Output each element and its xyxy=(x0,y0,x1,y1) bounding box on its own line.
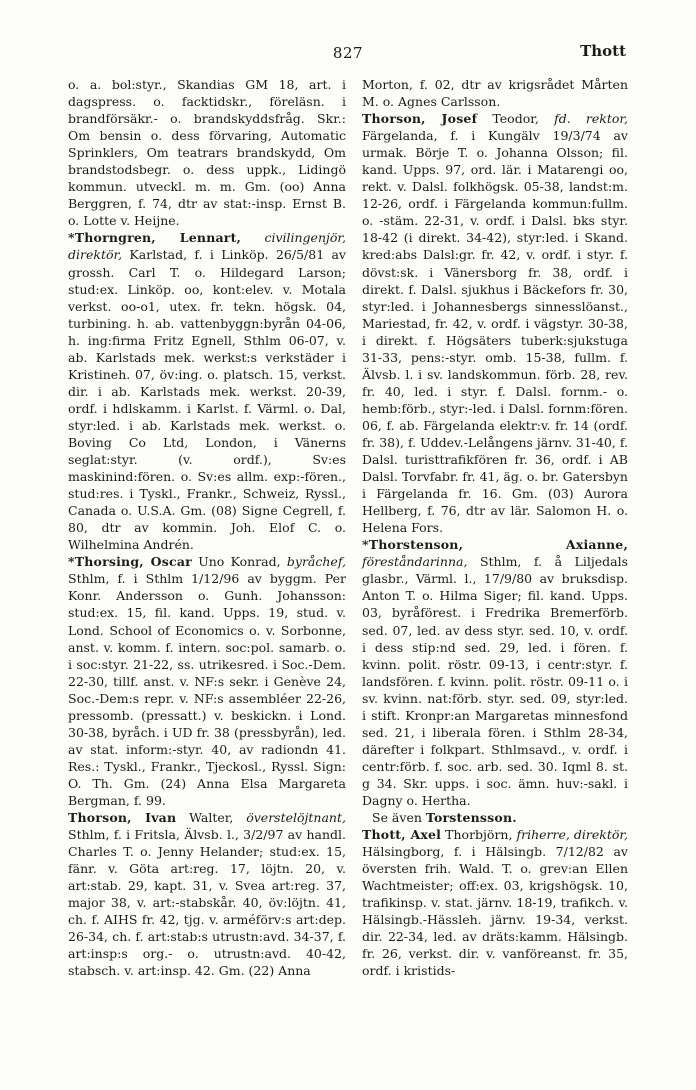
entry-body: Sthlm, f. i Sthlm 1/12/96 av byggm. Per Konr. Andersson o. Gunh. Johansson: stud:ex. 15, fil. kand. Upps. 19, stud. v. Lond. School of Economics o. v. Sorbonne, anst. v. komm. f. intern. soc:pol. samarb. o. i soc:styr. 21-22, ss. utrikesred. i Soc.-Dem. 22-30, tillf. anst. v. NF:s sekr. i Genève 24, Soc.-Dem:s repr. v. NF:s assembléer 22-26, pressomb. (pressatt.) v. beskickn. i Lond. 30-38, byråch. i UD fr. 38 (pressbyrån), led. av stat. inform:-styr. 40, av radiondn 41. Res.: Tyskl., Frankr., Tjeckosl., Ryssl. Sign: O. Th. Gm. (24) Anna Elsa Margareta Bergman, f. 99. xyxy=(68,571,346,808)
entry-name: Thott, Axel xyxy=(362,827,442,843)
entry-title: överstelöjtnant, xyxy=(246,810,346,826)
entry-thorson-josef xyxy=(362,110,628,536)
continued-entry-text: Morton, f. 02, dtr av krigsrådet Mårten M. o. Agnes Carlsson. xyxy=(362,77,628,110)
entry-title: civilingenjör, direktör, xyxy=(68,230,346,263)
entry-body: Färgelanda, f. i Kungälv 19/3/74 av urmak. Börje T. o. Johanna Olsson; fil. kand. Upps. 97, ord. lär. i Matarengi oo, rekt. v. Dalsl. folkhögsk. 05-38, landst:m. 12-26, ordf. i Färgelanda kommun:fullm. o. -stäm. 22-31, v. ordf. i Dalsl. bks styr. 18-42 (i direkt. 34-42), styr:led. i Skand. kred:abs Dalsl:gr. fr. 42, v. ordf. i styr. f. dövst:sk. i Vänersborg fr. 38, ordf. i direkt. f. Dalsl. sjukhus i Bäckefors fr. 30, styr:led. i Johannesbergs sinnesslöanst., Mariestad, fr. 42, v. ordf. i vägstyr. 30-38, i direkt. f. Högsäters tuberk:sjukstuga 31-33, pens:-styr. omb. 15-38, fullm. f. Älvsb. l. i sv. landskommun. förb. 28, rev. fr. 40, led. i styr. f. Dalsl. fornm.- o. hemb:förb., styr:-led. i Dalsl. fornm:fören. 06, f. ab. Färgelanda elektr:v. fr. 14 (ordf. fr. 38), f. Uddev.-Lelångens järnv. 31-40, f. Dalsl. turisttrafikfören fr. 36, ordf. i AB Dalsl. Torvfabr. fr. 41, äg. o. br. Gatersbyn i Färgelanda fr. 16. Gm. (03) Aurora Hellberg, f. 76, dtr av lär. Salomon H. o. Helena Fors. xyxy=(362,128,628,536)
entry-name: *Thorstenson, Axianne, xyxy=(362,537,628,553)
continued-entry-text: o. a. bol:styr., Skandias GM 18, art. i dagspress. o. facktidskr., föreläsn. i brandförsäkr.- o. brandskyddsfråg. Skr.: Om bensin o. dess förvaring, Automatic Sprinklers, Om teatrars brandskydd, Om brandstodsbegr. o. dess uppk., Lidingö kommun. utveckl. m. m. Gm. (oo) Anna Berggren, f. 74, dtr av stat:-insp. Ernst B. o. Lotte v. Heijne. xyxy=(68,77,346,229)
entry-body: Hälsingborg, f. i Hälsingb. 7/12/82 av översten frih. Wald. T. o. grev:an Ellen Wachtmeister; off:ex. 03, krigshögsk. 10, trafikinsp. v. stat. järnv. 18-19, trafikch. v. Hälsingb.-Hässleh. järnv. 19-34, verkst. dir. 22-34, led. av dräts:kamm. Hälsingb. fr. 26, verkst. dir. v. vanföreanst. fr. 35, ordf. i kristids- xyxy=(362,844,628,979)
running-head: Thott xyxy=(580,42,626,60)
entry-title: friherre, direktör, xyxy=(516,827,628,843)
entry-body: Karlstad, f. i Linköp. 26/5/81 av grossh. Carl T. o. Hildegard Larson; stud:ex. Linköp. oo, kont:elev. v. Motala verkst. oo-o1, utex. fr. tekn. högsk. 04, turbining. h. ab. vattenbyggn:byrån 04-06, h. ing:firma Fritz Egnell, Sthlm 06-07, v. ab. Karlstads mek. werkst:s verkstäder i Kristineh. 07, öv:ing. o. platsch. 15, verkst. dir. i ab. Karlstads mek. werkst. 20-39, ordf. i hdlskamm. i Karlst. f. Värml. o. Dal, styr:led. i ab. Karlstads mek. werkst. o. Boving Co Ltd, London, i Vänerns seglat:styr. (v. ordf.), Sv:es maskinind:fören. o. Sv:es allm. exp:-fören., stud:res. i Tyskl., Frankr., Schweiz, Ryssl., Canada o. U.S.A. Gm. (08) Signe Cegrell, f. 80, dtr av kommin. Joh. Elof C. o. Wilhelmina Andrén. xyxy=(68,247,346,553)
entry-title: föreståndarinna, xyxy=(362,554,468,570)
right-column xyxy=(362,76,628,979)
entry-body: Sthlm, f. å Liljedals glasbr., Värml. l., 17/9/80 av bruksdisp. Anton T. o. Hilma Siger; fil. kand. Upps. 03, byråförest. i Fredrika Bremerförb. sed. 07, led. av dess styr. sed. 10, v. ordf. i dess stip:nd sed. 29, led. i fören. f. kvinn. polit. röstr. 09-13, i centr:styr. f. landsfören. f. kvinn. polit. röstr. 09-11 o. i sv. kvinn. nat:förb. styr. sed. 09, styr:led. i stift. Kronpr:an Margaretas minnesfond sed. 21, i liberala fören. i Sthlm 28-34, därefter i folkpart. Sthlmsavd., v. ordf. i centr:förb. f. soc. arb. sed. 30. Iqml 8. st. g 34. Skr. upps. i soc. ämn. huv:-sakl. i Dagny o. Hertha. xyxy=(362,554,628,808)
see-also-name: Torstensson. xyxy=(425,810,517,826)
entry-thott xyxy=(362,826,628,979)
entry-given-names: Uno Konrad, xyxy=(198,554,281,570)
entry-given-names: Teodor, xyxy=(492,111,539,127)
entry-thorson-ivan xyxy=(68,809,346,979)
see-also xyxy=(362,809,628,826)
entry-name: *Thorsing, Oscar xyxy=(68,554,192,570)
entry-thorngren xyxy=(68,229,346,553)
entry-title: fd. rektor, xyxy=(554,111,628,127)
left-column xyxy=(68,76,346,979)
entry-name: Thorson, Ivan xyxy=(68,810,177,826)
see-also-prefix: Se även xyxy=(372,810,422,826)
entry-name: *Thorngren, Lennart, xyxy=(68,230,242,246)
entry-body: Sthlm, f. i Fritsla, Älvsb. l., 3/2/97 av handl. Charles T. o. Jenny Helander; stud:ex. 15, fänr. v. Göta art:reg. 17, löjtn. 20, v. art:stab. 29, kapt. 31, v. Svea art:reg. 37, major 38, v. art:-stabskår. 40, öv:löjtn. 41, ch. f. AIHS fr. 42, tjg. v. arméförv:s art:dep. 26-34, ch. f. art:stab:s utrustn:avd. 34-37, f. art:insp:s org.- o. utrustn:avd. 40-42, stabsch. v. art:insp. 42. Gm. (22) Anna xyxy=(68,827,346,979)
entry-given-names: Thorbjörn, xyxy=(445,827,513,843)
entry-given-names: Walter, xyxy=(189,810,234,826)
entry-thorsing xyxy=(68,553,346,809)
entry-thorstenson xyxy=(362,536,628,809)
page-number: 827 xyxy=(332,44,364,62)
entry-name: Thorson, Josef xyxy=(362,111,478,127)
entry-title: byråchef, xyxy=(286,554,346,570)
